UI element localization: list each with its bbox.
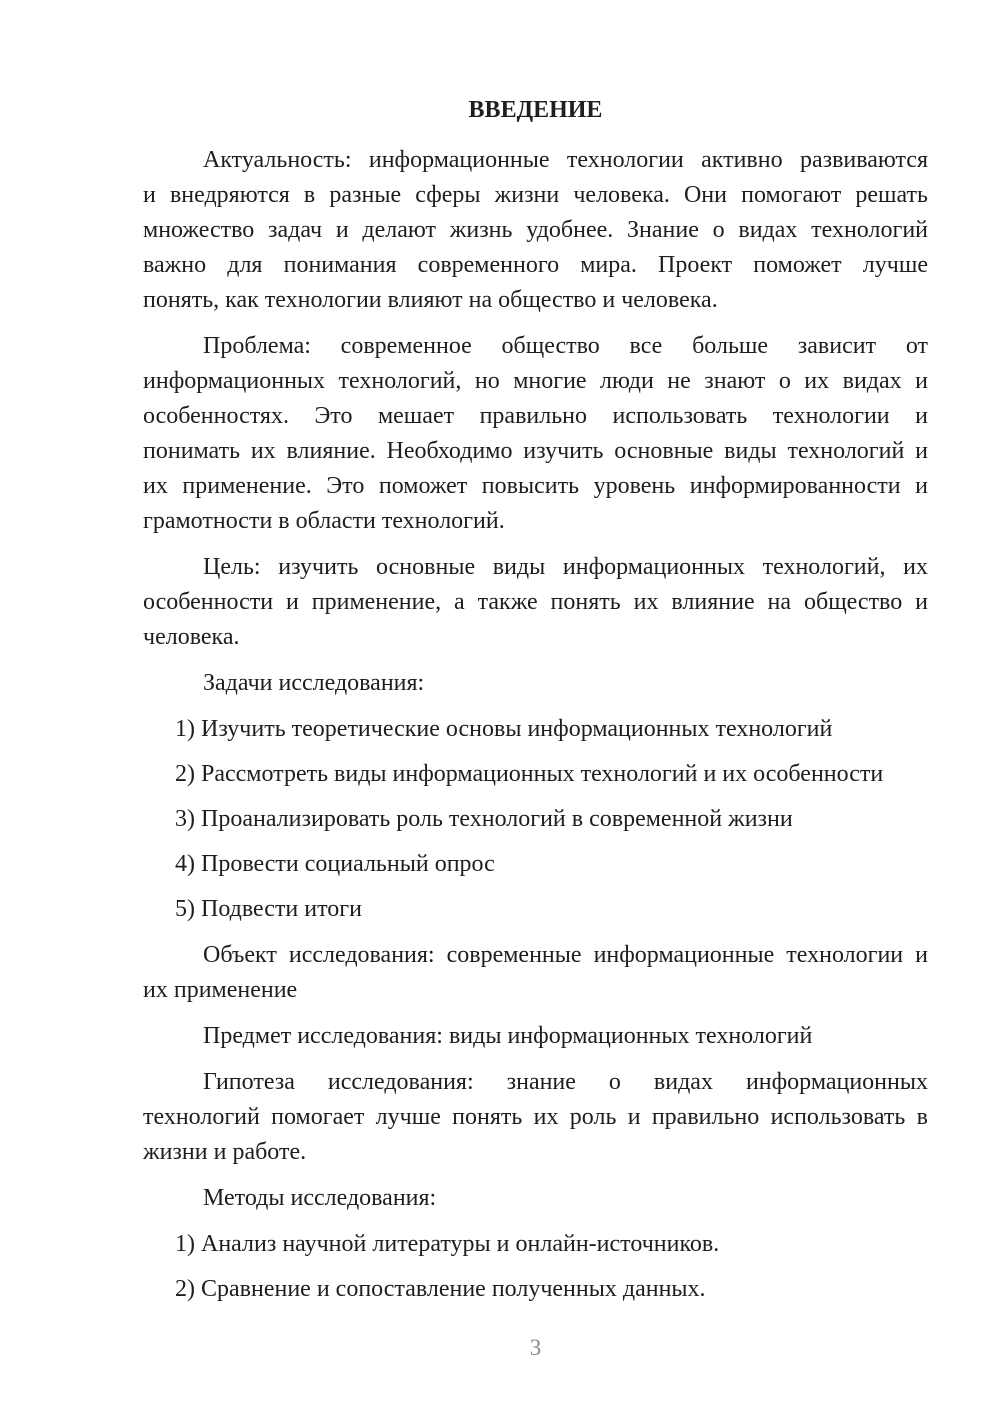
tasks-heading	[143, 666, 928, 701]
list-item: 4) Провести социальный опрос	[175, 851, 495, 877]
text-line: множество задач и делают жизнь удобнее. Знание о видах технологий	[143, 217, 928, 243]
text-line: Предмет исследования: виды информационных технологий	[203, 1023, 813, 1049]
paragraph-relevance	[143, 143, 928, 318]
list-item: 5) Подвести итоги	[175, 896, 362, 922]
text-line: их применение	[143, 977, 298, 1003]
text-line: их применение. Это поможет повысить уровень информированности и	[143, 473, 928, 499]
tasks-list	[143, 712, 928, 927]
text-line: грамотности в области технологий.	[143, 508, 505, 534]
list-item: 2) Рассмотреть виды информационных технологий и их особенности	[175, 761, 884, 787]
document-page	[143, 93, 928, 1318]
methods-list	[143, 1227, 928, 1307]
paragraph-object	[143, 938, 928, 1008]
text-line: Объект исследования: современные информационные технологии и	[203, 942, 928, 968]
list-item: 3) Проанализировать роль технологий в современной жизни	[175, 806, 793, 832]
text-line: Проблема: современное общество все больше зависит от	[203, 333, 928, 359]
list-item: 1) Анализ научной литературы и онлайн-источников.	[175, 1231, 720, 1257]
text-line: понять, как технологии влияют на общество и человека.	[143, 287, 718, 313]
text-line: Гипотеза исследования: знание о видах информационных	[203, 1069, 928, 1095]
text-line: Задачи исследования:	[203, 670, 425, 696]
text-line: особенности и применение, а также понять их влияние на общество и	[143, 589, 928, 615]
paragraph-hypothesis	[143, 1065, 928, 1170]
text-line: и внедряются в разные сферы жизни человека. Они помогают решать	[143, 182, 928, 208]
text-line: жизни и работе.	[143, 1139, 307, 1165]
page-number: 3	[529, 1335, 542, 1360]
list-item: 1) Изучить теоретические основы информационных технологий	[175, 716, 833, 742]
text-line: особенностях. Это мешает правильно использовать технологии и	[143, 403, 928, 429]
paragraph-subject	[143, 1019, 928, 1054]
text-line: человека.	[143, 624, 240, 650]
text-line: Актуальность: информационные технологии активно развиваются	[203, 147, 928, 173]
paragraph-problem	[143, 329, 928, 539]
text-line: понимать их влияние. Необходимо изучить основные виды технологий и	[143, 438, 928, 464]
text-line: технологий помогает лучше понять их роль и правильно использовать в	[143, 1104, 928, 1130]
text-line: информационных технологий, но многие люди не знают о их видах и	[143, 368, 928, 394]
paragraph-goal	[143, 550, 928, 655]
text-line: важно для понимания современного мира. Проект поможет лучше	[143, 252, 928, 278]
section-title: ВВЕДЕНИЕ	[468, 97, 603, 123]
list-item: 2) Сравнение и сопоставление полученных данных.	[175, 1276, 706, 1302]
text-line: Цель: изучить основные виды информационных технологий, их	[203, 554, 928, 580]
text-line: Методы исследования:	[203, 1185, 437, 1211]
methods-heading	[143, 1181, 928, 1216]
